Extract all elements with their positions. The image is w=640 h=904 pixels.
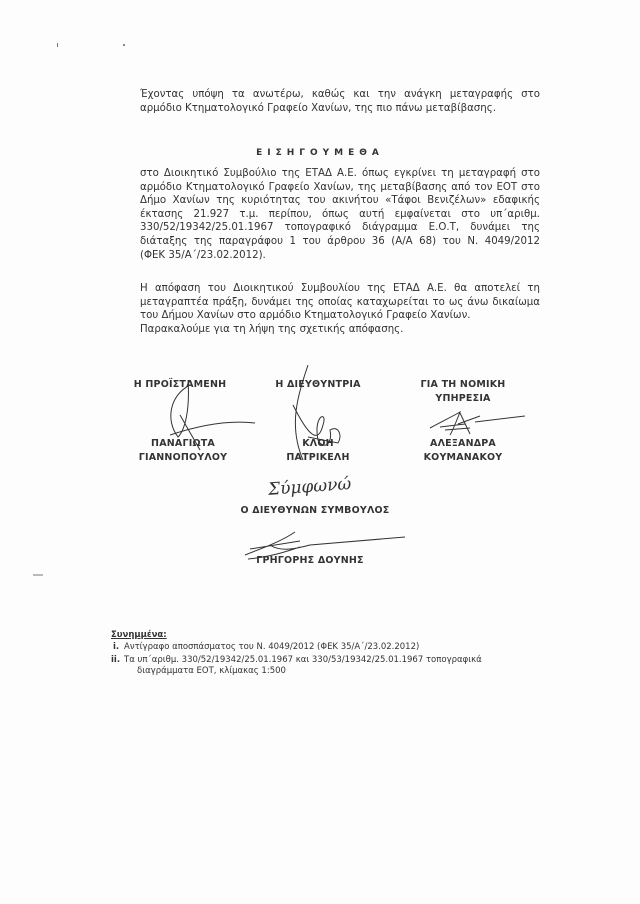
signatory-last-name: ΠΑΤΡΙΚΕΛΗ: [286, 452, 350, 463]
scan-speck: [123, 44, 125, 46]
attachment-number: i.: [113, 642, 120, 652]
signatory-name: [120, 437, 246, 465]
proposal-line: αρμόδιο Κτηματολογικό Γραφείο Χανίων, της μεταβίβασης από τον ΕΟΤ στο: [140, 181, 540, 193]
signatory-first-name: ΚΛΟΗ: [302, 438, 334, 449]
proposal-line: διάταξης της παραγράφου 1 του άρθρου 36 (Α/Α 68) του Ν. 4049/2012: [140, 235, 540, 247]
signatory-title-cont: ΥΠΗΡΕΣΙΑ: [435, 393, 491, 404]
decision-line: του Δήμου Χανίων στο αρμόδιο Κτηματολογικό Γραφείο Χανίων.: [140, 310, 471, 322]
ceo-title: Ο ΔΙΕΥΘΥΝΩΝ ΣΥΜΒΟΥΛΟΣ: [240, 505, 390, 516]
attachment-item-cont: διαγράμματα ΕΟΤ, κλίμακας 1:500: [137, 666, 286, 676]
request-text: Παρακαλούμε για τη λήψη της σχετικής απόφασης.: [140, 324, 404, 335]
handwritten-approval: Σύμφωνώ: [267, 474, 352, 500]
signatory-name: [262, 437, 374, 465]
decision-paragraph: [140, 282, 540, 323]
recommendation-heading: ΕΙΣΗΓΟΥΜΕΘΑ: [256, 148, 384, 158]
proposal-line: 330/52/19342/25.01.1967 τοπογραφικό διάγραμμα Ε.Ο.Τ, δυνάμει της: [140, 222, 540, 234]
request-line: [140, 323, 540, 337]
signatory-last-name: ΚΟΥΜΑΝΑΚΟΥ: [423, 452, 503, 463]
attachments-title: Συνημμένα:: [111, 630, 167, 640]
proposal-line: Δήμο Χανίων της κυριότητας του ακινήτου «Τάφοι Βενιζέλων» εδαφικής: [140, 195, 540, 207]
ceo-name: ΓΡΗΓΟΡΗΣ ΔΟΥΝΗΣ: [256, 555, 364, 566]
attachment-item: Τα υπ΄αριθμ. 330/52/19342/25.01.1967 και 330/53/19342/25.01.1967 τοπογραφικά: [124, 655, 482, 665]
proposal-line: έκτασης 21.927 τ.μ. περίπου, όπως αυτή εμφαίνεται στο υπ΄αριθμ.: [140, 208, 540, 220]
signatory-title: ΓΙΑ ΤΗ ΝΟΜΙΚΗ: [420, 379, 506, 390]
decision-line: μεταγραπτέα πράξη, δυνάμει της οποίας καταχωρείται το ως άνω δικαίωμα: [140, 296, 540, 308]
scan-speck: [33, 574, 43, 576]
signature-initials: [425, 410, 525, 440]
signatory-legal-service: [398, 378, 528, 406]
proposal-line: στο Διοικητικό Συμβούλιο της ΕΤΑΔ Α.Ε. όπως εγκρίνει τη μεταγραφή στο: [140, 168, 540, 179]
attachment-number: ii.: [111, 655, 121, 665]
decision-line: Η απόφαση του Διοικητικού Συμβουλίου της ΕΤΑΔ Α.Ε. θα αποτελεί τη: [140, 283, 540, 294]
signatory-title: Η ΠΡΟΪΣΤΑΜΕΝΗ: [133, 379, 227, 390]
attachment-item: Αντίγραφο αποσπάσματος του Ν. 4049/2012 (ΦΕΚ 35/Α΄/23.02.2012): [124, 642, 420, 652]
signatory-title: Η ΔΙΕΥΘΥΝΤΡΙΑ: [275, 379, 361, 390]
intro-paragraph: [140, 88, 540, 115]
signatory-name: [398, 437, 528, 465]
intro-line: αρμόδιο Κτηματολογικό Γραφείο Χανίων, της πιο πάνω μεταβίβασης.: [140, 102, 496, 114]
proposal-line: (ΦΕΚ 35/Α΄/23.02.2012).: [140, 249, 266, 261]
proposal-paragraph: [140, 167, 540, 262]
scan-speck: [57, 43, 58, 47]
signatory-first-name: ΑΛΕΞΑΝΔΡΑ: [430, 438, 496, 449]
signatory-last-name: ΓΙΑΝΝΟΠΟΥΛΟΥ: [138, 452, 228, 463]
signatory-first-name: ΠΑΝΑΓΙΩΤΑ: [151, 438, 215, 449]
intro-line: Έχοντας υπόψη τα ανωτέρω, καθώς και την ανάγκη μεταγραφής στο: [140, 89, 540, 100]
